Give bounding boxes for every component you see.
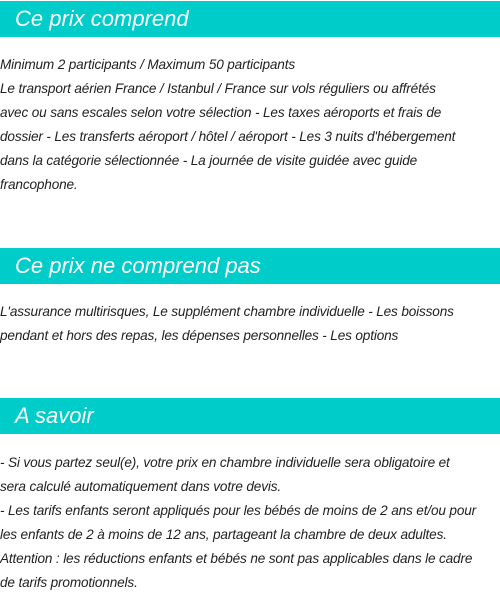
text-line: dossier - Les transferts aéroport / hôtel / aéroport - Les 3 nuits d'hébergement — [0, 129, 456, 144]
text-line: L'assurance multirisques, Le supplément chambre individuelle - Les boissons — [0, 304, 454, 319]
text-line: dans la catégorie sélectionnée - La journée de visite guidée avec guide — [0, 153, 418, 168]
text-line: Minimum 2 participants / Maximum 50 participants — [0, 57, 295, 72]
text-line: les enfants de 2 à moins de 12 ans, partageant la chambre de deux adultes. — [0, 527, 447, 542]
text-line: francophone. — [0, 177, 78, 192]
text-line: - Les tarifs enfants seront appliqués pour les bébés de moins de 2 ans et/ou pour — [0, 503, 477, 518]
section-body-not-included — [0, 300, 500, 348]
text-line: - Si vous partez seul(e), votre prix en chambre individuelle sera obligatoire et — [0, 455, 450, 470]
section-header-not-included — [0, 248, 500, 284]
text-line: Le transport aérien France / Istanbul / France sur vols réguliers ou affrétés — [0, 81, 436, 96]
text-line: Attention : les réductions enfants et bébés ne sont pas applicables dans le cadre — [0, 551, 473, 566]
section-body-good-to-know — [0, 451, 500, 595]
text-line: sera calculé automatiquement dans votre devis. — [0, 479, 281, 494]
text-line: avec ou sans escales selon votre sélection - Les taxes aéroports et frais de — [0, 105, 442, 120]
text-line: de tarifs promotionnels. — [0, 575, 138, 590]
section-header-included — [0, 1, 500, 37]
section-header-good-to-know — [0, 398, 500, 434]
section-title: Ce prix comprend — [15, 6, 189, 31]
section-body-included — [0, 53, 500, 197]
section-title: A savoir — [15, 403, 94, 428]
text-line: pendant et hors des repas, les dépenses personnelles - Les options — [0, 328, 399, 343]
section-title: Ce prix ne comprend pas — [15, 253, 261, 278]
